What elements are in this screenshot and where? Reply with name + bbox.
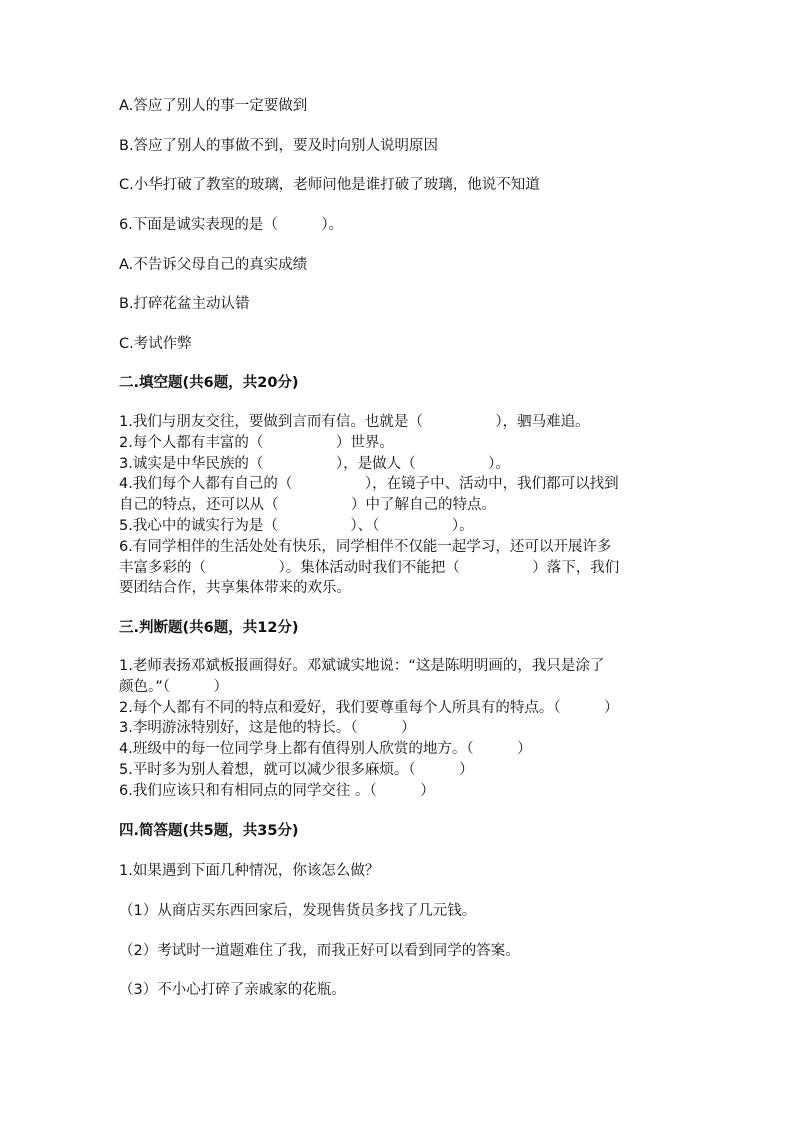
judge-line: 6.我们应该只和有相同点的同学交往 。（ ） <box>119 782 435 799</box>
short-answer-q1: 1.如果遇到下面几种情况，你该怎么做？ <box>119 863 380 879</box>
judge-line: 2.每个人都有不同的特点和爱好，我们要尊重每个人所具有的特点。（ ） <box>119 699 619 716</box>
fill-section-heading: 二.填空题(共6题，共20分) <box>119 375 299 391</box>
judge-line: 5.平时多为别人着想，就可以减少很多麻烦。（ ） <box>119 761 474 778</box>
fill-line: 1.我们与朋友交往，要做到言而有信。也就是（ ），驷马难追。 <box>119 414 590 430</box>
fill-line: 3.诚实是中华民族的（ ），是做人（ ）。 <box>119 455 510 472</box>
q6-stem: 6.下面是诚实表现的是（ ）。 <box>119 217 344 233</box>
judge-section-body <box>119 656 679 802</box>
short-answer-item: （3）不小心打碎了亲戚家的花瓶。 <box>119 982 346 998</box>
short-answer-heading: 四.简答题(共5题，共35分) <box>119 823 299 839</box>
q6-option-a: A.不告诉父母自己的真实成绩 <box>119 257 308 273</box>
fill-line: 5.我心中的诚实行为是（ ）、（ ）。 <box>119 517 474 534</box>
short-answer-item: （2）考试时一道题难住了我，而我正好可以看到同学的答案。 <box>119 943 520 959</box>
q6-option-b: B.打碎花盆主动认错 <box>119 296 250 312</box>
fill-line: 4.我们每个人都有自己的（ ），在镜子中、活动中，我们都可以找到 <box>119 476 619 493</box>
q5-option-b: B.答应了别人的事做不到，要及时向别人说明原因 <box>119 138 439 154</box>
q6-option-c: C.考试作弊 <box>119 336 192 352</box>
fill-section-body <box>119 412 679 599</box>
judge-line: 4.班级中的每一位同学身上都有值得别人欣赏的地方。（ ） <box>119 741 532 758</box>
short-answer-item: （1）从商店买东西回家后，发现售货员多找了几元钱。 <box>119 903 477 919</box>
judge-line: 颜色。”（ ） <box>119 678 229 695</box>
judge-line: 1.老师表扬邓斌板报画得好。邓斌诚实地说：“这是陈明明画的，我只是涂了 <box>119 658 605 674</box>
q5-option-c: C.小华打破了教室的玻璃，老师问他是谁打破了玻璃，他说不知道 <box>119 177 540 193</box>
fill-line: 6.有同学相伴的生活处处有快乐，同学相伴不仅能一起学习，还可以开展许多 <box>119 538 612 555</box>
fill-line: 2.每个人都有丰富的（ ）世界。 <box>119 434 394 451</box>
judge-line: 3.李明游泳特别好，这是他的特长。（ ） <box>119 720 416 737</box>
fill-line: 自己的特点，还可以从（ ）中了解自己的特点。 <box>119 497 496 514</box>
judge-section-heading: 三.判断题(共6题，共12分) <box>119 620 299 636</box>
fill-line: 要团结合作，共享集体带来的欢乐。 <box>119 580 351 597</box>
q5-option-a: A.答应了别人的事一定要做到 <box>119 98 308 114</box>
fill-line: 丰富多彩的（ ）。集体活动时我们不能把（ ）落下，我们 <box>119 559 620 576</box>
